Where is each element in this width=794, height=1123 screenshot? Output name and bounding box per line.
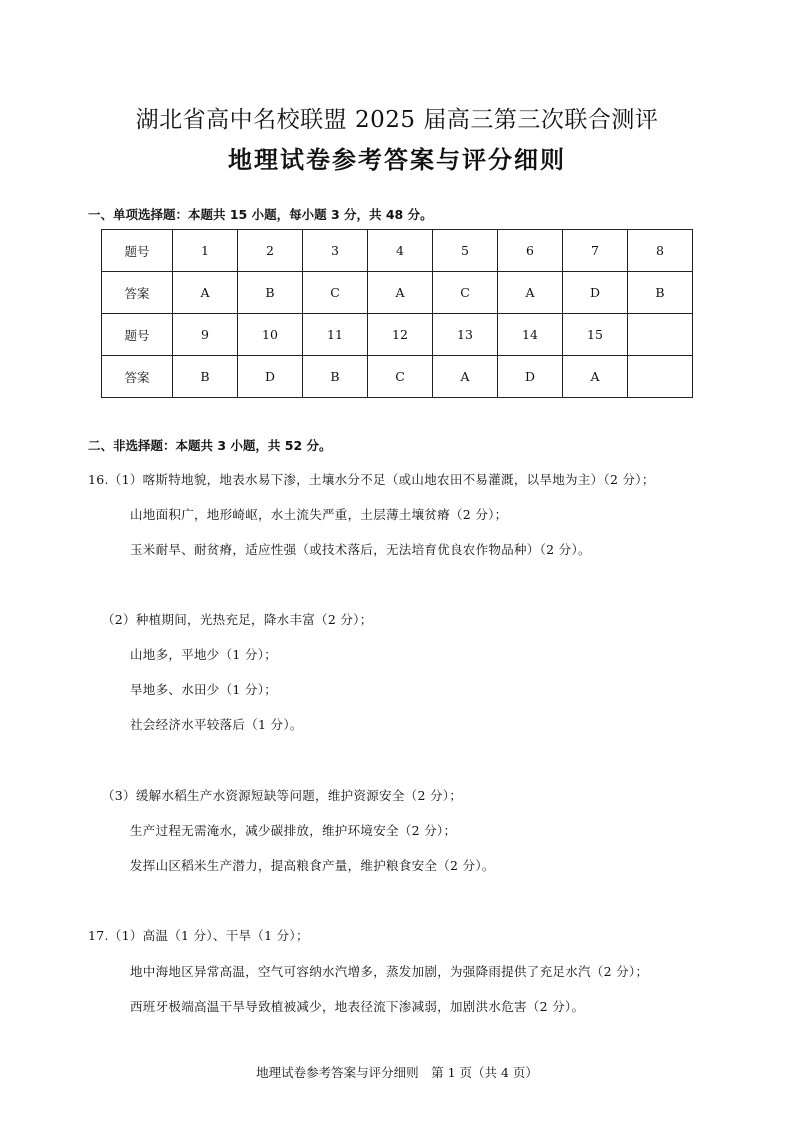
answer-line: 山地多，平地少（1 分）；	[130, 647, 278, 662]
answer-line: 玉米耐旱、耐贫瘠，适应性强（或技术落后，无法培育优良农作物品种）（2 分）。	[130, 542, 591, 557]
table-cell: A	[368, 272, 433, 314]
answer-line: 16.（1）喀斯特地貌，地表水易下渗，土壤水分不足（或山地农田不易灌溉，以旱地为主）（2 分）；	[88, 472, 655, 487]
table-cell: 1	[173, 230, 238, 272]
answer-line: 旱地多、水田少（1 分）；	[130, 682, 278, 697]
answer-line: 17.（1）高温（1 分）、干旱（1 分）；	[88, 928, 309, 943]
table-cell: 答案	[102, 356, 173, 398]
table-cell: 4	[368, 230, 433, 272]
table-cell: 12	[368, 314, 433, 356]
answer-line: 社会经济水平较落后（1 分）。	[130, 717, 303, 732]
answer-line: 地中海地区异常高温，空气可容纳水汽增多，蒸发加剧，为强降雨提供了充足水汽（2 分）；	[130, 964, 649, 979]
table-cell: 7	[563, 230, 628, 272]
table-cell: D	[498, 356, 563, 398]
table-cell: D	[563, 272, 628, 314]
table-cell: B	[238, 272, 303, 314]
table-cell: C	[368, 356, 433, 398]
table-cell: 题号	[102, 230, 173, 272]
table-cell: C	[433, 272, 498, 314]
table-row	[102, 356, 693, 398]
table-cell: A	[433, 356, 498, 398]
table-cell: 题号	[102, 314, 173, 356]
table-cell: 5	[433, 230, 498, 272]
table-cell: 答案	[102, 272, 173, 314]
table-cell	[628, 314, 693, 356]
table-cell: 11	[303, 314, 368, 356]
table-row	[102, 272, 693, 314]
table-row	[102, 230, 693, 272]
answer-line: 发挥山区稻米生产潜力，提高粮食产量，维护粮食安全（2 分）。	[130, 858, 495, 873]
answer-line: 生产过程无需淹水，减少碳排放，维护环境安全（2 分）；	[130, 823, 457, 838]
answer-line: 山地面积广，地形崎岖，水土流失严重，土层薄土壤贫瘠（2 分）；	[130, 507, 508, 522]
table-cell: C	[303, 272, 368, 314]
table-cell: 14	[498, 314, 563, 356]
table-cell: 9	[173, 314, 238, 356]
table-cell: B	[628, 272, 693, 314]
table-cell: A	[563, 356, 628, 398]
table-cell: B	[303, 356, 368, 398]
table-cell: 8	[628, 230, 693, 272]
table-cell	[628, 356, 693, 398]
section-1-heading: 一、单项选择题：本题共 15 小题，每小题 3 分，共 48 分。	[88, 207, 433, 222]
table-cell: 10	[238, 314, 303, 356]
table-row	[102, 314, 693, 356]
table-cell: B	[173, 356, 238, 398]
table-cell: A	[498, 272, 563, 314]
table-cell: 13	[433, 314, 498, 356]
section-2-heading: 二、非选择题：本题共 3 小题，共 52 分。	[88, 438, 332, 453]
document-title: 地理试卷参考答案与评分细则	[228, 146, 566, 174]
table-cell: 2	[238, 230, 303, 272]
table-cell: D	[238, 356, 303, 398]
answer-line: （3）缓解水稻生产水资源短缺等问题，维护资源安全（2 分）；	[102, 788, 463, 803]
exam-title: 湖北省高中名校联盟 2025 届高三第三次联合测评	[135, 107, 659, 133]
page-footer: 地理试卷参考答案与评分细则 第 1 页（共 4 页）	[256, 1065, 538, 1080]
table-cell: A	[173, 272, 238, 314]
table-cell: 6	[498, 230, 563, 272]
table-cell: 15	[563, 314, 628, 356]
answer-table	[101, 229, 693, 398]
table-cell: 3	[303, 230, 368, 272]
answer-line: （2）种植期间，光热充足，降水丰富（2 分）；	[102, 612, 373, 627]
answer-line: 西班牙极端高温干旱导致植被减少，地表径流下渗减弱，加剧洪水危害（2 分）。	[130, 999, 585, 1014]
